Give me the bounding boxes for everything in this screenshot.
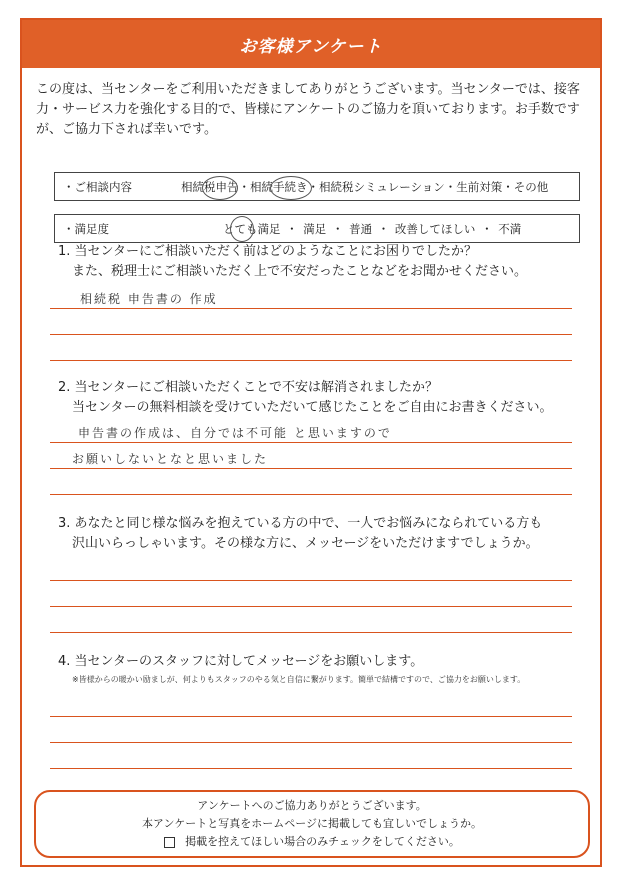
answer-line xyxy=(50,494,572,495)
question-4 xyxy=(58,652,598,672)
footer-box xyxy=(34,790,590,858)
title-bar xyxy=(22,20,600,68)
satisfaction-circle xyxy=(230,216,254,242)
answer-line xyxy=(50,716,572,717)
footer-checkbox-label: 掲載を控えてほしい場合のみチェックをしてください。 xyxy=(185,835,460,848)
consult-label: ・ご相談内容 xyxy=(63,179,132,194)
consult-circle-2 xyxy=(270,176,312,200)
question-3-line2: 沢山いらっしゃいます。その様な方に、メッセージをいただけますでしょうか。 xyxy=(72,536,539,551)
answer-2-line2: お願いしないとなと思いました xyxy=(72,452,269,466)
answer-line xyxy=(50,442,572,443)
publish-opt-out-checkbox[interactable] xyxy=(164,837,175,848)
intro-text: この度は、当センターをご利用いただきましてありがとうございます。当センターでは、接客力・サービス力を強化する目的で、皆様にアンケートのご協力を頂いております。お手数ですが、ご協力下されば幸いです。 xyxy=(36,82,580,137)
satisfaction-label: ・満足度 xyxy=(63,221,109,236)
question-1-line1: 1. 当センターにご相談いただく前はどのようなことにお困りでしたか？ xyxy=(58,244,478,259)
answer-line xyxy=(50,742,572,743)
answer-line xyxy=(50,308,572,309)
footer-publish-question: 本アンケートと写真をホームページに掲載しても宜しいでしょうか。 xyxy=(141,817,483,830)
question-2-line2: 当センターの無料相談を受けていただいて感じたことをご自由にお書きください。 xyxy=(72,400,553,415)
consult-options: 相続税申告・相続手続き・相続税シミュレーション・生前対策・その他 xyxy=(181,179,549,194)
consult-box xyxy=(54,172,580,201)
answer-line xyxy=(50,360,572,361)
question-4-line1: 4. 当センターのスタッフに対してメッセージをお願いします。 xyxy=(58,654,424,669)
footer-checkbox-row xyxy=(36,833,588,851)
question-1-line2: また、税理士にご相談いただく上で不安だったことなどをお聞かせください。 xyxy=(72,264,528,279)
encouragement-note: ※皆様からの暖かい励ましが、何よりもスタッフのやる気と自信に繋がります。簡単で結構ですので、ご協力をお願いします。 xyxy=(72,675,526,684)
question-3-line1: 3. あなたと同じ様な悩みを抱えている方の中で、一人でお悩みになられている方も xyxy=(58,516,543,531)
footer-thanks: アンケートへのご協力ありがとうございます。 xyxy=(197,799,427,812)
survey-sheet xyxy=(20,18,602,867)
satisfaction-box xyxy=(54,214,580,243)
answer-line xyxy=(50,468,572,469)
page-title: お客様アンケート xyxy=(239,36,383,57)
answer-line xyxy=(50,334,572,335)
satisfaction-options: とても満足 ・ 満足 ・ 普通 ・ 改善してほしい ・ 不満 xyxy=(223,221,522,236)
answer-line xyxy=(50,606,572,607)
question-3 xyxy=(58,514,598,554)
answer-2-line1: 申告書の作成は、自分では不可能 と思いますので xyxy=(78,426,392,440)
answer-line xyxy=(50,580,572,581)
question-2-line1: 2. 当センターにご相談いただくことで不安は解消されましたか？ xyxy=(58,380,439,395)
question-1 xyxy=(58,242,598,282)
question-2 xyxy=(58,378,598,418)
consult-circle-1 xyxy=(202,176,238,200)
answer-1-line1: 相続税 申告書の 作成 xyxy=(80,292,218,306)
answer-line xyxy=(50,768,572,769)
answer-line xyxy=(50,632,572,633)
